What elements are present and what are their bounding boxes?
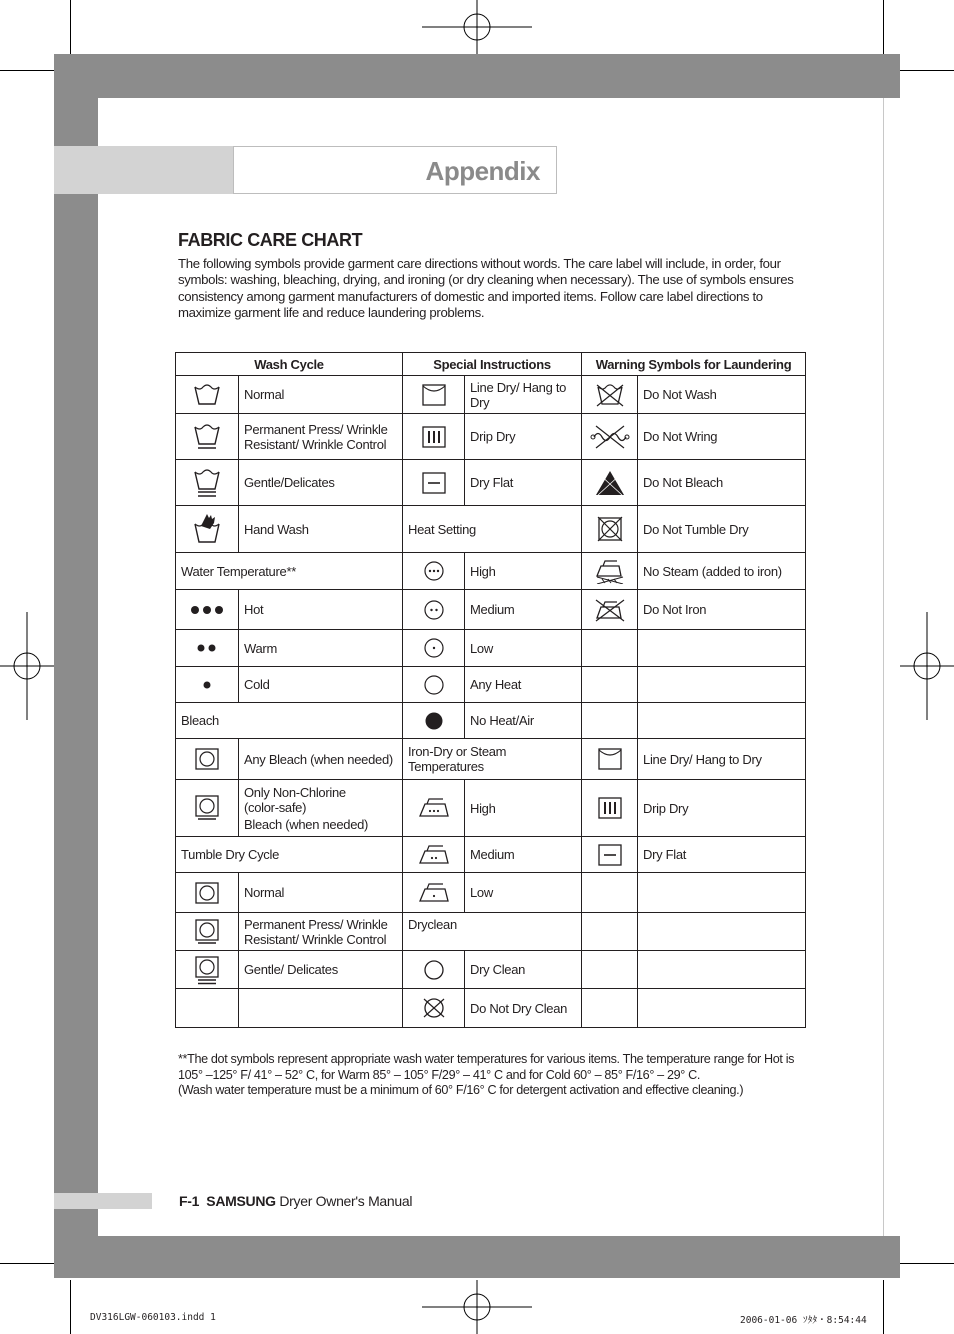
- table-row: [176, 873, 806, 913]
- drip-dry-warning-icon: [582, 780, 638, 837]
- right-trim-line: [883, 98, 884, 1236]
- table-row: [176, 989, 806, 1028]
- table-row: [176, 630, 806, 667]
- registration-mark-top: [422, 0, 532, 54]
- temp-cold-icon: [176, 667, 239, 703]
- do-not-iron-icon: [582, 590, 638, 630]
- table-row: [176, 837, 806, 873]
- manual-title: Dryer Owner's Manual: [279, 1193, 413, 1209]
- crop-mark: [883, 0, 884, 54]
- table-row: [176, 913, 806, 951]
- any-bleach-icon: [176, 739, 239, 780]
- table-row: [176, 590, 806, 630]
- temp-warm-label: Warm: [239, 630, 403, 667]
- section-heading: FABRIC CARE CHART: [178, 230, 363, 250]
- do-not-iron-label: Do Not Iron: [638, 590, 806, 630]
- do-not-wash-icon: [582, 376, 638, 414]
- no-steam-icon: [582, 553, 638, 590]
- table-row: [176, 414, 806, 460]
- tumble-dry-normal-icon: [176, 873, 239, 913]
- table-row: [176, 780, 806, 837]
- table-row: [176, 739, 806, 780]
- heat-low-icon: [403, 630, 465, 667]
- table-row: [176, 376, 806, 414]
- do-not-dry-clean-icon: [403, 989, 465, 1028]
- crop-mark: [900, 1263, 954, 1264]
- wash-normal-label: Normal: [239, 376, 403, 414]
- line-dry-label: Line Dry/ Hang to Dry: [465, 376, 582, 414]
- dry-flat-warning-label: Dry Flat: [638, 837, 806, 873]
- do-not-tumble-dry-label: Do Not Tumble Dry: [638, 506, 806, 553]
- dry-clean-icon: [403, 951, 465, 989]
- do-not-wash-label: Do Not Wash: [638, 376, 806, 414]
- bleach-label: Bleach: [176, 703, 403, 739]
- fabric-care-table: [175, 352, 806, 1028]
- title-tab-band: [54, 146, 234, 194]
- table-row: [176, 951, 806, 989]
- tumble-dry-permanent-press-label: Permanent Press/ Wrinkle Resistant/ Wrinkle Control: [239, 913, 403, 951]
- non-chlorine-bleach-cell: [239, 780, 403, 837]
- table-header-row: [176, 353, 806, 376]
- tumble-dry-permanent-press-icon: [176, 913, 239, 951]
- heat-any-icon: [403, 667, 465, 703]
- wash-permanent-press-icon: [176, 414, 239, 460]
- table-row: [176, 506, 806, 553]
- frame-bottom-bar: [54, 1236, 900, 1278]
- temp-warm-icon: [176, 630, 239, 667]
- crop-mark: [883, 1280, 884, 1334]
- tumble-dry-gentle-label: Gentle/ Delicates: [239, 951, 403, 989]
- crop-mark: [0, 1263, 54, 1264]
- wash-gentle-icon: [176, 460, 239, 506]
- header-special-instructions: Special Instructions: [403, 353, 582, 376]
- tumble-dry-cycle-label: Tumble Dry Cycle: [176, 837, 403, 873]
- do-not-tumble-dry-icon: [582, 506, 638, 553]
- wash-permanent-press-label: Permanent Press/ Wrinkle Resistant/ Wrinkle Control: [239, 414, 403, 460]
- dry-clean-label: Dry Clean: [465, 951, 582, 989]
- header-wash-cycle: Wash Cycle: [176, 353, 403, 376]
- tumble-dry-normal-label: Normal: [239, 873, 403, 913]
- tumble-dry-gentle-icon: [176, 951, 239, 989]
- crop-mark: [900, 70, 954, 71]
- crop-mark: [70, 0, 71, 54]
- line-dry-icon: [403, 376, 465, 414]
- do-not-bleach-icon: [582, 460, 638, 506]
- frame-top-bar: [54, 54, 900, 98]
- hand-wash-label: Hand Wash: [239, 506, 403, 553]
- temp-hot-label: Hot: [239, 590, 403, 630]
- table-row: [176, 553, 806, 590]
- table-row: [176, 460, 806, 506]
- table-row: [176, 703, 806, 739]
- wash-gentle-label: Gentle/Delicates: [239, 460, 403, 506]
- no-heat-label: No Heat/Air: [465, 703, 582, 739]
- dry-flat-label: Dry Flat: [465, 460, 582, 506]
- heat-setting-label: Heat Setting: [403, 506, 582, 553]
- dry-flat-warning-icon: [582, 837, 638, 873]
- crop-mark: [70, 1280, 71, 1334]
- iron-medium-icon: [403, 837, 465, 873]
- drip-dry-icon: [403, 414, 465, 460]
- file-slug: DV316LGW-060103.indd 1: [90, 1312, 216, 1323]
- heat-medium-label: Medium: [465, 590, 582, 630]
- drip-dry-warning-label: Drip Dry: [638, 780, 806, 837]
- iron-high-icon: [403, 780, 465, 837]
- iron-medium-label: Medium: [465, 837, 582, 873]
- temp-hot-icon: [176, 590, 239, 630]
- heat-high-icon: [403, 553, 465, 590]
- no-heat-icon: [403, 703, 465, 739]
- heat-any-label: Any Heat: [465, 667, 582, 703]
- heat-medium-icon: [403, 590, 465, 630]
- iron-low-icon: [403, 873, 465, 913]
- any-bleach-label: Any Bleach (when needed): [239, 739, 403, 780]
- dry-flat-icon: [403, 460, 465, 506]
- registration-mark-right: [900, 612, 954, 720]
- line-dry-warning-label: Line Dry/ Hang to Dry: [638, 739, 806, 780]
- non-chlorine-label-2: Bleach (when needed): [244, 816, 369, 832]
- brand-name: SAMSUNG: [206, 1193, 276, 1209]
- dryclean-heading: Dryclean: [403, 913, 582, 951]
- iron-low-label: Low: [465, 873, 582, 913]
- heat-high-label: High: [465, 553, 582, 590]
- registration-mark-bottom: [422, 1280, 532, 1334]
- footnote-line: (Wash water temperature must be a minimum of 60° F/16° C for detergent activation and effective cleaning.): [178, 1083, 744, 1098]
- registration-mark-left: [0, 612, 54, 720]
- page-title: Appendix: [425, 156, 540, 186]
- drip-dry-label: Drip Dry: [465, 414, 582, 460]
- footnote-line: **The dot symbols represent appropriate wash water temperatures for various items. The temperature range for Hot is 105° –125° F/ 41° – 52° C, for Warm 85° – 105° F/29° – 41° C and for Cold 60° – 85° F/16° – 29° C.: [178, 1052, 795, 1082]
- non-chlorine-bleach-icon: [176, 780, 239, 837]
- line-dry-warning-icon: [582, 739, 638, 780]
- wash-tub-icon: [176, 376, 239, 414]
- appendix-title-box: [233, 146, 557, 194]
- do-not-wring-label: Do Not Wring: [638, 414, 806, 460]
- water-temperature-label: Water Temperature**: [176, 553, 403, 590]
- header-warning-symbols: Warning Symbols for Laundering: [582, 353, 806, 376]
- crop-mark: [0, 70, 54, 71]
- page-footer: [179, 1193, 412, 1209]
- no-steam-label: No Steam (added to iron): [638, 553, 806, 590]
- frame-left-bar: [54, 54, 98, 1278]
- do-not-dry-clean-label: Do Not Dry Clean: [465, 989, 582, 1028]
- heat-low-label: Low: [465, 630, 582, 667]
- table-row: [176, 667, 806, 703]
- date-slug: 2006-01-06 ｿﾀﾀ・8:54:44: [740, 1315, 867, 1326]
- page-number: F-1: [179, 1193, 200, 1209]
- temp-cold-label: Cold: [239, 667, 403, 703]
- do-not-bleach-label: Do Not Bleach: [638, 460, 806, 506]
- iron-dry-steam-label: Iron-Dry or Steam Temperatures: [403, 739, 582, 780]
- non-chlorine-label: Only Non-Chlorine (color-safe): [244, 784, 346, 815]
- footnote: [178, 1052, 818, 1099]
- intro-paragraph: The following symbols provide garment care directions without words. The care label will include, in order, four symbols: washing, bleaching, drying, and ironing (or dry cleaning when necessary). The use of symbols ensures consistency among garment manufacturers of domestic and imported items. Follow care label directions to maximize garment life and reduce laundering problems.: [178, 256, 794, 320]
- iron-high-label: High: [465, 780, 582, 837]
- hand-wash-icon: [176, 506, 239, 553]
- do-not-wring-icon: [582, 414, 638, 460]
- footer-tab-band: [54, 1193, 152, 1209]
